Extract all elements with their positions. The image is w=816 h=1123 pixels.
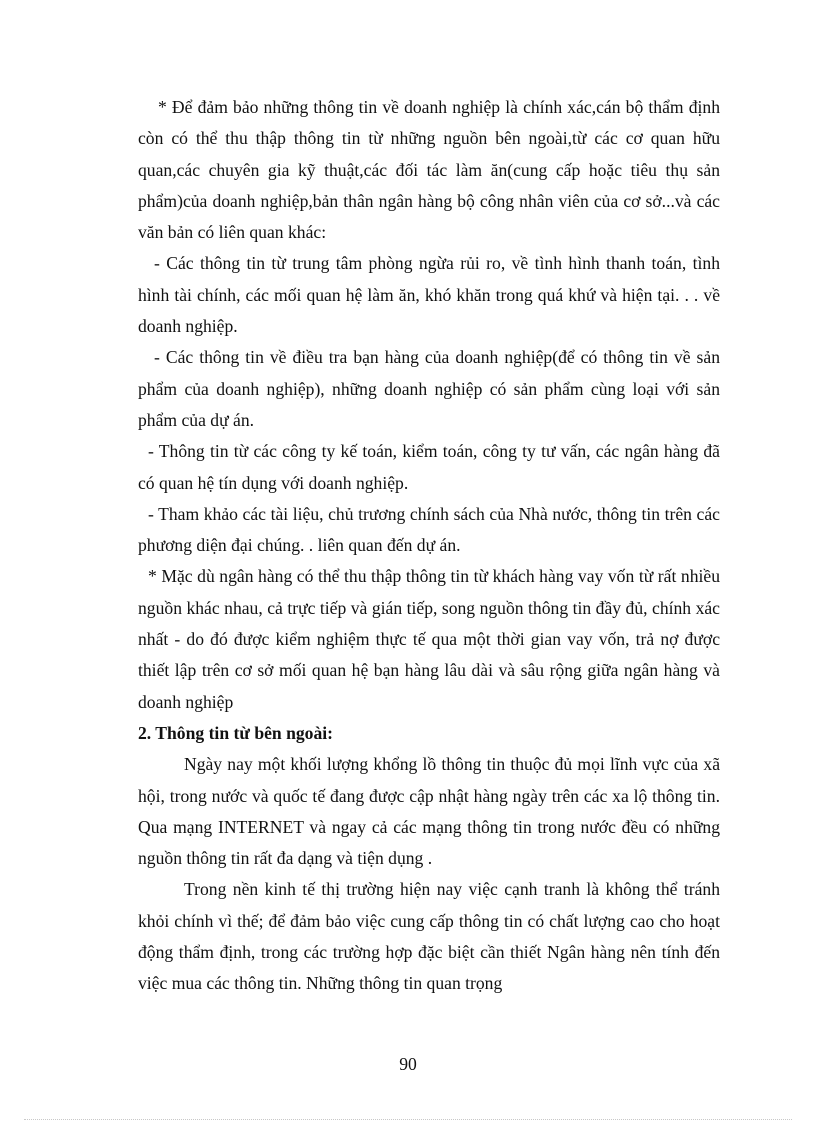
section-heading: 2. Thông tin từ bên ngoài: [138, 722, 334, 743]
paragraph-external-sources: * Để đảm bảo những thông tin về doanh nghiệp là chính xác,cán bộ thẩm định còn có thể thu thập thông tin từ những nguồn bên ngoài,từ các cơ quan hữu quan,các chuyên gia kỹ thuật,các đối tác làm ăn(cung cấp hoặc tiêu thụ sản phẩm)của doanh nghiệp,bản thân ngân hàng bộ công nhân viên của cơ sở...và các văn bản có liên quan khác: [138, 97, 720, 243]
paragraph-buying-information: Trong nền kinh tế thị trường hiện nay việc cạnh tranh là không thể tránh khỏi chính vì thế; để đảm bảo việc cung cấp thông tin có chất lượng cao cho hoạt động thẩm định, trong các trường hợp đặc biệt cần thiết Ngân hàng nên tính đến việc mua các thông tin. Những thông tin quan trọng [138, 879, 720, 994]
paragraph-policy-documents: - Tham khảo các tài liệu, chủ trương chính sách của Nhà nước, thông tin trên các phương diện đại chúng. . liên quan đến dự án. [138, 503, 720, 556]
paragraph-trade-partners: - Các thông tin về điều tra bạn hàng của doanh nghiệp(để có thông tin về sản phẩm của doanh nghiệp), những doanh nghiệp có sản phẩm cùng loại với sản phẩm của dự án. [138, 347, 720, 430]
paragraph-internet-sources: Ngày nay một khối lượng khổng lồ thông tin thuộc đủ mọi lĩnh vực của xã hội, trong nước và quốc tế đang được cập nhật hàng ngày trên các xa lộ thông tin. Qua mạng INTERNET và ngay cả các mạng thông tin trong nước đều có những nguồn thông tin rất đa dạng và tiện dụng . [138, 754, 720, 869]
body-text [138, 92, 720, 1000]
paragraph-risk-center: - Các thông tin từ trung tâm phòng ngừa rủi ro, về tình hình thanh toán, tình hình tài chính, các mối quan hệ làm ăn, khó khăn trong quá khứ và hiện tại. . . về doanh nghiệp. [138, 253, 720, 337]
page-bottom-divider [24, 1119, 792, 1120]
page-number: 90 [399, 1054, 417, 1074]
paragraph-customer-relationship: * Mặc dù ngân hàng có thể thu thập thông tin từ khách hàng vay vốn từ rất nhiều nguồn khác nhau, cả trực tiếp và gián tiếp, song nguồn thông tin đầy đủ, chính xác nhất - do đó được kiểm nghiệm thực tế qua một thời gian vay vốn, trả nợ được thiết lập trên cơ sở mối quan hệ bạn hàng lâu dài và sâu rộng giữa ngân hàng và doanh nghiệp [138, 566, 720, 712]
paragraph-accounting-firms: - Thông tin từ các công ty kế toán, kiểm toán, công ty tư vấn, các ngân hàng đã có quan hệ tín dụng với doanh nghiệp. [138, 441, 720, 493]
